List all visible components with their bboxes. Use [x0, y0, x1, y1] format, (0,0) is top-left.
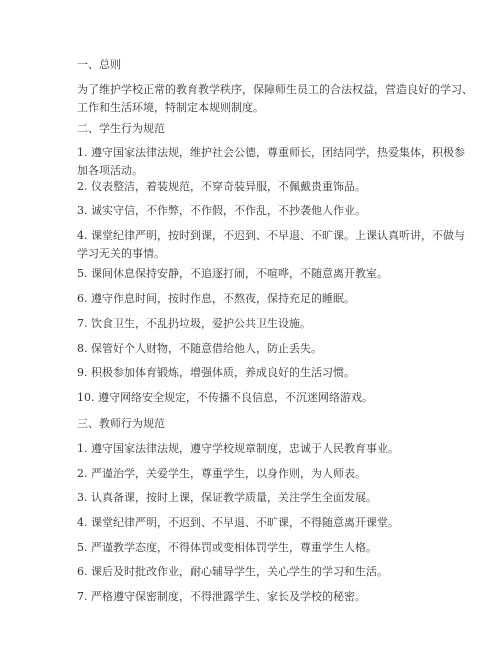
list-item: 3. 诚实守信，不作弊，不作假，不作乱，不抄袭他人作业。	[77, 204, 366, 217]
list-item-continuation: 学习无关的事情。	[77, 247, 165, 260]
list-item: 6. 遵守作息时间，按时作息，不熬夜，保持充足的睡眠。	[77, 292, 355, 305]
list-item: 4. 课堂纪律严明，不迟到、不早退、不旷课，不得随意离开课堂。	[77, 516, 399, 529]
list-item: 7. 严格遵守保密制度，不得泄露学生、家长及学校的秘密。	[77, 590, 366, 603]
list-item: 9. 积极参加体育锻炼，增强体质，养成良好的生活习惯。	[77, 366, 355, 379]
list-item: 1. 遵守国家法律法规，遵守学校规章制度，忠诚于人民教育事业。	[77, 442, 399, 455]
list-item: 1. 遵守国家法律法规，维护社会公德，尊重师长，团结同学，热爱集体，积极参	[77, 146, 465, 159]
list-item: 10. 遵守网络安全规定，不传播不良信息，不沉迷网络游戏。	[77, 391, 373, 404]
list-item: 3. 认真备课，按时上课，保证教学质量，关注学生全面发展。	[77, 491, 377, 504]
section-heading: 二、学生行为规范	[77, 122, 165, 135]
section-heading: 一、总则	[77, 58, 121, 71]
list-item: 5. 严谨教学态度，不得体罚或变相体罚学生，尊重学生人格。	[77, 541, 377, 554]
list-item: 7. 饮食卫生，不乱扔垃圾，爱护公共卫生设施。	[77, 317, 311, 330]
list-item: 8. 保管好个人财物，不随意借给他人，防止丢失。	[77, 342, 322, 355]
list-item: 2. 严谨治学，关爱学生，尊重学生，以身作则，为人师表。	[77, 467, 366, 480]
list-item: 4. 课堂纪律严明，按时到课，不迟到、不早退、不旷课。上课认真听讲，不做与	[77, 229, 465, 242]
list-item: 2. 仪表整洁，着装规范，不穿奇装异服，不佩戴贵重饰品。	[77, 180, 366, 193]
paragraph-line: 为了维护学校正常的教育教学秩序，保障师生员工的合法权益，营造良好的学习、	[77, 83, 473, 96]
list-item-continuation: 加各项活动。	[77, 164, 143, 177]
paragraph-line: 工作和生活环境，特制定本规则制度。	[77, 101, 264, 114]
list-item: 5. 课间休息保持安静，不追逐打闹，不喧哗，不随意离开教室。	[77, 267, 388, 280]
section-heading: 三、教师行为规范	[77, 417, 165, 430]
list-item: 6. 课后及时批改作业，耐心辅导学生，关心学生的学习和生活。	[77, 565, 388, 578]
